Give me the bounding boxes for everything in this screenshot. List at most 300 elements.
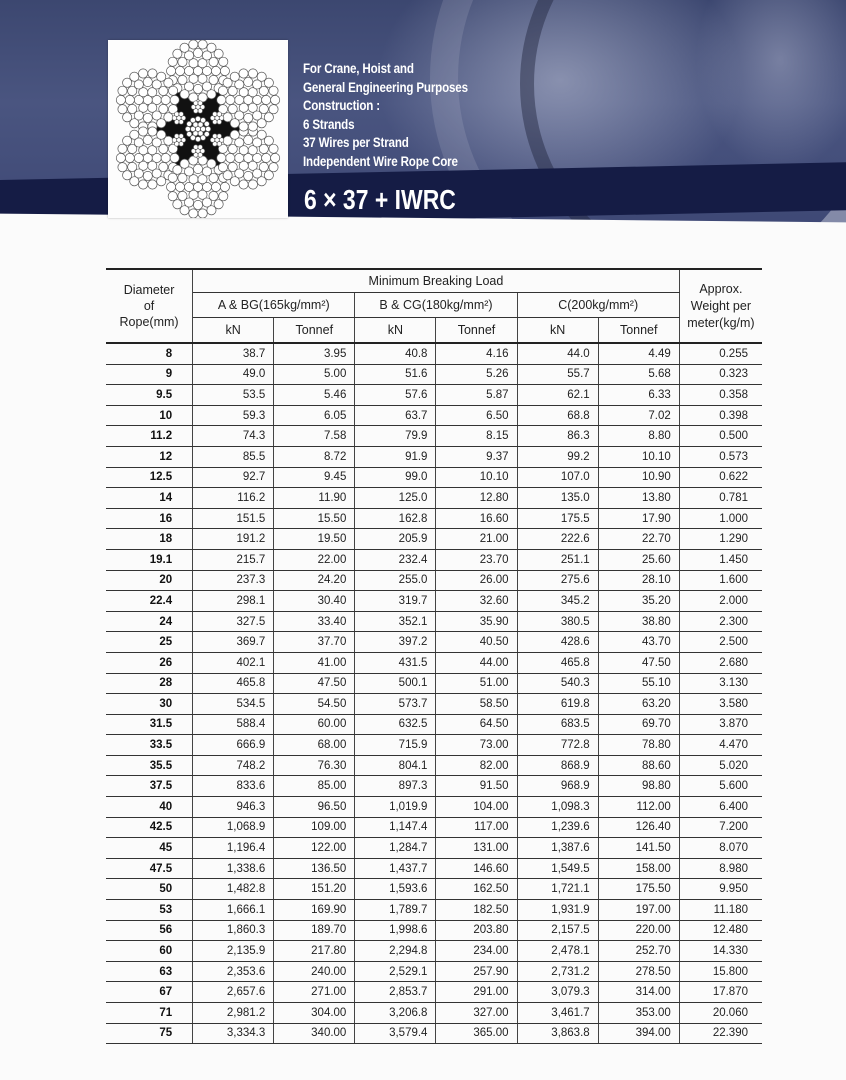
weight-cell: 8.070 [679,838,762,859]
tonnef-cell: 5.26 [436,364,517,385]
tonnef-cell: 8.72 [274,446,355,467]
tonnef-cell: 112.00 [598,797,679,818]
tonnef-cell: 314.00 [598,982,679,1003]
description-line: 37 Wires per Strand [303,135,409,150]
tonnef-cell: 82.00 [436,755,517,776]
tonnef-cell: 38.80 [598,611,679,632]
kn-cell: 162.8 [355,508,436,529]
description-line: Construction : [303,98,380,113]
kn-cell: 191.2 [193,529,274,550]
diameter-cell: 35.5 [106,755,193,776]
description-line: Independent Wire Rope Core [303,153,458,169]
table-row [106,755,762,776]
kn-cell: 53.5 [193,385,274,406]
tonnef-cell: 278.50 [598,961,679,982]
diameter-cell: 33.5 [106,735,193,756]
tonnef-cell: 44.00 [436,652,517,673]
weight-cell: 2.000 [679,591,762,612]
kn-cell: 3,461.7 [517,1003,598,1024]
weight-cell: 0.573 [679,446,762,467]
kn-cell: 2,731.2 [517,961,598,982]
kn-cell: 63.7 [355,405,436,426]
tonnef-cell: 64.50 [436,714,517,735]
unit-header: kN [517,318,598,344]
kn-cell: 74.3 [193,426,274,447]
diameter-cell: 40 [106,797,193,818]
kn-cell: 868.9 [517,755,598,776]
kn-cell: 2,853.7 [355,982,436,1003]
tonnef-cell: 122.00 [274,838,355,859]
tonnef-cell: 60.00 [274,714,355,735]
tonnef-cell: 30.40 [274,591,355,612]
tonnef-cell: 7.58 [274,426,355,447]
kn-cell: 1,284.7 [355,838,436,859]
table-row [106,858,762,879]
kn-cell: 107.0 [517,467,598,488]
kn-cell: 1,860.3 [193,920,274,941]
kn-cell: 3,863.8 [517,1023,598,1044]
kn-cell: 38.7 [193,343,274,364]
spec-table-body [106,343,762,1044]
kn-cell: 2,981.2 [193,1003,274,1024]
kn-cell: 151.5 [193,508,274,529]
tonnef-cell: 136.50 [274,858,355,879]
diameter-cell: 26 [106,652,193,673]
tonnef-cell: 5.68 [598,364,679,385]
table-row [106,652,762,673]
tonnef-cell: 69.70 [598,714,679,735]
kn-cell: 3,579.4 [355,1023,436,1044]
table-row [106,797,762,818]
diameter-cell: 53 [106,900,193,921]
kn-cell: 99.0 [355,467,436,488]
diameter-cell: 56 [106,920,193,941]
kn-cell: 2,157.5 [517,920,598,941]
weight-cell: 0.323 [679,364,762,385]
kn-cell: 1,931.9 [517,900,598,921]
kn-cell: 275.6 [517,570,598,591]
kn-cell: 62.1 [517,385,598,406]
tonnef-cell: 252.70 [598,941,679,962]
kn-cell: 251.1 [517,549,598,570]
table-row [106,508,762,529]
tonnef-cell: 43.70 [598,632,679,653]
diameter-cell: 11.2 [106,426,193,447]
tonnef-cell: 35.20 [598,591,679,612]
kn-cell: 92.7 [193,467,274,488]
tonnef-cell: 19.50 [274,529,355,550]
table-row [106,611,762,632]
kn-cell: 1,098.3 [517,797,598,818]
tonnef-cell: 117.00 [436,817,517,838]
tonnef-cell: 189.70 [274,920,355,941]
kn-cell: 205.9 [355,529,436,550]
tonnef-cell: 10.10 [598,446,679,467]
kn-cell: 588.4 [193,714,274,735]
kn-cell: 99.2 [517,446,598,467]
kn-cell: 175.5 [517,508,598,529]
kn-cell: 68.8 [517,405,598,426]
tonnef-cell: 175.50 [598,879,679,900]
tonnef-cell: 394.00 [598,1023,679,1044]
tonnef-cell: 6.50 [436,405,517,426]
weight-cell: 22.390 [679,1023,762,1044]
kn-cell: 500.1 [355,673,436,694]
tonnef-cell: 109.00 [274,817,355,838]
mbl-header: Minimum Breaking Load [193,269,680,293]
table-row [106,467,762,488]
tonnef-cell: 21.00 [436,529,517,550]
tonnef-cell: 98.80 [598,776,679,797]
tonnef-cell: 63.20 [598,694,679,715]
tonnef-cell: 304.00 [274,1003,355,1024]
rope-cross-section-icon [108,40,288,218]
table-row [106,488,762,509]
tonnef-cell: 146.60 [436,858,517,879]
weight-cell: 0.255 [679,343,762,364]
kn-cell: 135.0 [517,488,598,509]
diameter-cell: 37.5 [106,776,193,797]
table-row [106,838,762,859]
unit-header: Tonnef [436,318,517,344]
table-row [106,1023,762,1044]
weight-cell: 0.398 [679,405,762,426]
diameter-cell: 75 [106,1023,193,1044]
tonnef-cell: 12.80 [436,488,517,509]
tonnef-cell: 234.00 [436,941,517,962]
tonnef-cell: 40.50 [436,632,517,653]
weight-cell: 9.950 [679,879,762,900]
tonnef-cell: 4.49 [598,343,679,364]
kn-cell: 40.8 [355,343,436,364]
weight-cell: 17.870 [679,982,762,1003]
tonnef-cell: 182.50 [436,900,517,921]
spec-table [106,268,762,1044]
kn-cell: 222.6 [517,529,598,550]
tonnef-cell: 291.00 [436,982,517,1003]
diameter-cell: 30 [106,694,193,715]
diameter-cell: 18 [106,529,193,550]
tonnef-cell: 13.80 [598,488,679,509]
diameter-cell: 47.5 [106,858,193,879]
description-line: 6 Strands [303,116,355,132]
tonnef-cell: 47.50 [598,652,679,673]
table-row [106,920,762,941]
weight-cell: 0.358 [679,385,762,406]
tonnef-cell: 197.00 [598,900,679,921]
kn-cell: 59.3 [193,405,274,426]
tonnef-cell: 141.50 [598,838,679,859]
diameter-cell: 31.5 [106,714,193,735]
unit-header: kN [193,318,274,344]
kn-cell: 1,482.8 [193,879,274,900]
kn-cell: 431.5 [355,652,436,673]
kn-cell: 804.1 [355,755,436,776]
table-row [106,879,762,900]
diameter-cell: 9 [106,364,193,385]
kn-cell: 683.5 [517,714,598,735]
tonnef-cell: 131.00 [436,838,517,859]
table-row [106,961,762,982]
kn-cell: 1,068.9 [193,817,274,838]
tonnef-cell: 10.90 [598,467,679,488]
weight-cell: 5.600 [679,776,762,797]
tonnef-cell: 169.90 [274,900,355,921]
kn-cell: 397.2 [355,632,436,653]
table-row [106,426,762,447]
kn-cell: 91.9 [355,446,436,467]
kn-cell: 897.3 [355,776,436,797]
kn-cell: 2,529.1 [355,961,436,982]
table-row [106,982,762,1003]
weight-cell: 5.020 [679,755,762,776]
kn-cell: 1,387.6 [517,838,598,859]
weight-cell: 0.622 [679,467,762,488]
diameter-cell: 60 [106,941,193,962]
unit-header: Tonnef [274,318,355,344]
tonnef-cell: 37.70 [274,632,355,653]
description-line: General Engineering Purposes [303,79,468,95]
diameter-cell: 24 [106,611,193,632]
tonnef-cell: 257.90 [436,961,517,982]
weight-cell: 4.470 [679,735,762,756]
kn-cell: 255.0 [355,570,436,591]
tonnef-cell: 22.70 [598,529,679,550]
weight-cell: 7.200 [679,817,762,838]
header-banner [0,0,846,228]
kn-cell: 116.2 [193,488,274,509]
tonnef-cell: 15.50 [274,508,355,529]
kn-cell: 1,147.4 [355,817,436,838]
tonnef-cell: 3.95 [274,343,355,364]
table-row [106,570,762,591]
tonnef-cell: 126.40 [598,817,679,838]
description-line: For Crane, Hoist and [303,61,414,76]
kn-cell: 748.2 [193,755,274,776]
weight-cell: 14.330 [679,941,762,962]
tonnef-cell: 88.60 [598,755,679,776]
kn-cell: 2,478.1 [517,941,598,962]
diameter-cell: 12.5 [106,467,193,488]
weight-cell: 15.800 [679,961,762,982]
tonnef-cell: 4.16 [436,343,517,364]
weight-cell: 6.400 [679,797,762,818]
table-row [106,549,762,570]
diameter-cell: 71 [106,1003,193,1024]
table-row [106,714,762,735]
weight-cell: 1.000 [679,508,762,529]
kn-cell: 619.8 [517,694,598,715]
tonnef-cell: 16.60 [436,508,517,529]
kn-cell: 49.0 [193,364,274,385]
table-row [106,1003,762,1024]
weight-cell: 12.480 [679,920,762,941]
kn-cell: 1,239.6 [517,817,598,838]
kn-cell: 345.2 [517,591,598,612]
weight-cell: 2.680 [679,652,762,673]
tonnef-cell: 8.80 [598,426,679,447]
tonnef-cell: 17.90 [598,508,679,529]
kn-cell: 465.8 [517,652,598,673]
table-row [106,673,762,694]
grade-header: A & BG(165kg/mm²) [193,293,355,318]
tonnef-cell: 240.00 [274,961,355,982]
tonnef-cell: 58.50 [436,694,517,715]
kn-cell: 3,206.8 [355,1003,436,1024]
kn-cell: 79.9 [355,426,436,447]
diameter-cell: 14 [106,488,193,509]
tonnef-cell: 28.10 [598,570,679,591]
diameter-cell: 20 [106,570,193,591]
grade-header: C(200kg/mm²) [517,293,679,318]
kn-cell: 1,666.1 [193,900,274,921]
weight-cell: 1.290 [679,529,762,550]
tonnef-cell: 203.80 [436,920,517,941]
tonnef-cell: 78.80 [598,735,679,756]
weight-cell: 3.870 [679,714,762,735]
kn-cell: 237.3 [193,570,274,591]
kn-cell: 540.3 [517,673,598,694]
tonnef-cell: 6.05 [274,405,355,426]
tonnef-cell: 73.00 [436,735,517,756]
tonnef-cell: 26.00 [436,570,517,591]
kn-cell: 534.5 [193,694,274,715]
unit-header: Tonnef [598,318,679,344]
tonnef-cell: 8.15 [436,426,517,447]
tonnef-cell: 76.30 [274,755,355,776]
rope-description [303,60,468,171]
kn-cell: 57.6 [355,385,436,406]
kn-cell: 968.9 [517,776,598,797]
table-row [106,694,762,715]
weight-cell: 3.580 [679,694,762,715]
tonnef-cell: 68.00 [274,735,355,756]
tonnef-cell: 32.60 [436,591,517,612]
diameter-cell: 25 [106,632,193,653]
table-row [106,446,762,467]
tonnef-cell: 35.90 [436,611,517,632]
diameter-cell: 12 [106,446,193,467]
kn-cell: 125.0 [355,488,436,509]
tonnef-cell: 327.00 [436,1003,517,1024]
kn-cell: 465.8 [193,673,274,694]
tonnef-cell: 7.02 [598,405,679,426]
table-row [106,941,762,962]
kn-cell: 86.3 [517,426,598,447]
kn-cell: 2,294.8 [355,941,436,962]
kn-cell: 428.6 [517,632,598,653]
weight-cell: 8.980 [679,858,762,879]
tonnef-cell: 33.40 [274,611,355,632]
kn-cell: 298.1 [193,591,274,612]
kn-cell: 833.6 [193,776,274,797]
weight-cell: 1.450 [679,549,762,570]
tonnef-cell: 22.00 [274,549,355,570]
tonnef-cell: 96.50 [274,797,355,818]
kn-cell: 715.9 [355,735,436,756]
table-row [106,591,762,612]
tonnef-cell: 151.20 [274,879,355,900]
tonnef-cell: 10.10 [436,467,517,488]
tonnef-cell: 5.87 [436,385,517,406]
tonnef-cell: 353.00 [598,1003,679,1024]
kn-cell: 327.5 [193,611,274,632]
diameter-cell: 50 [106,879,193,900]
tonnef-cell: 104.00 [436,797,517,818]
table-row [106,900,762,921]
tonnef-cell: 5.00 [274,364,355,385]
tonnef-cell: 11.90 [274,488,355,509]
kn-cell: 51.6 [355,364,436,385]
kn-cell: 1,549.5 [517,858,598,879]
weight-cell: 0.500 [679,426,762,447]
diameter-cell: 10 [106,405,193,426]
weight-cell: 11.180 [679,900,762,921]
table-row [106,776,762,797]
kn-cell: 1,338.6 [193,858,274,879]
diameter-cell: 8 [106,343,193,364]
kn-cell: 946.3 [193,797,274,818]
tonnef-cell: 85.00 [274,776,355,797]
table-row [106,343,762,364]
tonnef-cell: 271.00 [274,982,355,1003]
weight-cell: 0.781 [679,488,762,509]
kn-cell: 2,657.6 [193,982,274,1003]
table-row [106,735,762,756]
kn-cell: 369.7 [193,632,274,653]
kn-cell: 1,196.4 [193,838,274,859]
tonnef-cell: 340.00 [274,1023,355,1044]
kn-cell: 380.5 [517,611,598,632]
diameter-cell: 9.5 [106,385,193,406]
kn-cell: 1,593.6 [355,879,436,900]
weight-cell: 2.500 [679,632,762,653]
unit-header: kN [355,318,436,344]
kn-cell: 2,353.6 [193,961,274,982]
table-row [106,364,762,385]
kn-cell: 632.5 [355,714,436,735]
tonnef-cell: 6.33 [598,385,679,406]
table-row [106,385,762,406]
tonnef-cell: 9.37 [436,446,517,467]
grade-header: B & CG(180kg/mm²) [355,293,517,318]
diameter-cell: 45 [106,838,193,859]
weight-header: Approx. Weight per meter(kg/m) [679,269,762,343]
kn-cell: 44.0 [517,343,598,364]
kn-cell: 352.1 [355,611,436,632]
kn-cell: 55.7 [517,364,598,385]
tonnef-cell: 23.70 [436,549,517,570]
kn-cell: 573.7 [355,694,436,715]
kn-cell: 2,135.9 [193,941,274,962]
kn-cell: 1,789.7 [355,900,436,921]
tonnef-cell: 24.20 [274,570,355,591]
tonnef-cell: 91.50 [436,776,517,797]
diameter-header: Diameter of Rope(mm) [106,269,193,343]
kn-cell: 85.5 [193,446,274,467]
weight-cell: 3.130 [679,673,762,694]
diameter-cell: 42.5 [106,817,193,838]
kn-cell: 772.8 [517,735,598,756]
kn-cell: 215.7 [193,549,274,570]
table-row [106,817,762,838]
tonnef-cell: 217.80 [274,941,355,962]
kn-cell: 1,998.6 [355,920,436,941]
diameter-cell: 67 [106,982,193,1003]
kn-cell: 3,334.3 [193,1023,274,1044]
tonnef-cell: 41.00 [274,652,355,673]
tonnef-cell: 365.00 [436,1023,517,1044]
